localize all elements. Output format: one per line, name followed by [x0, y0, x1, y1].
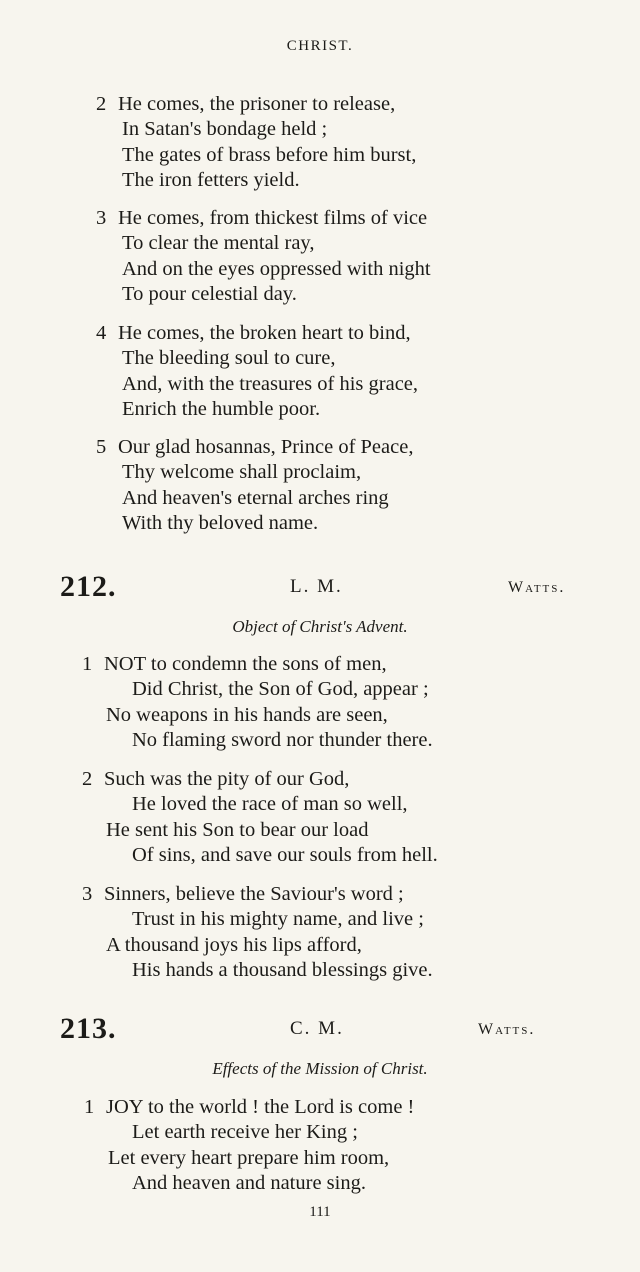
stanza-line: Thy welcome shall proclaim, — [122, 461, 362, 484]
hymn-213-header — [0, 1012, 640, 1046]
stanza-211-2 — [96, 92, 416, 193]
stanza-line: And on the eyes oppressed with night — [122, 257, 431, 280]
stanza-line: 2 He comes, the prisoner to release, — [96, 93, 396, 115]
stanza-line: In Satan's bondage held ; — [122, 118, 328, 141]
page-number: 111 — [309, 1204, 331, 1220]
running-head: CHRIST. — [286, 38, 354, 54]
stanza-line: And heaven and nature sing. — [132, 1171, 366, 1194]
stanza-line: 1 NOT to condemn the sons of men, — [82, 653, 387, 675]
stanza-line: And heaven's eternal arches ring — [122, 486, 389, 509]
stanza-213-1 — [84, 1095, 414, 1196]
stanza-line: 3 Sinners, believe the Saviour's word ; — [82, 883, 404, 905]
stanza-212-3 — [82, 882, 433, 983]
stanza-212-2 — [82, 767, 438, 868]
stanza-line: The gates of brass before him burst, — [122, 143, 417, 166]
stanza-line: Let earth receive her King ; — [132, 1121, 358, 1144]
hymn-number: 212. — [60, 570, 117, 603]
hymn-number: 213. — [60, 1012, 117, 1045]
hymn-212-title: Object of Christ's Advent. — [232, 617, 408, 636]
hymn-meter: L. M. — [290, 576, 343, 597]
stanza-line: Trust in his mighty name, and live ; — [132, 908, 424, 931]
stanza-line: A thousand joys his lips afford, — [106, 933, 362, 956]
stanza-line: Let every heart prepare him room, — [108, 1146, 390, 1169]
stanza-line: The iron fetters yield. — [122, 168, 300, 191]
stanza-line: To clear the mental ray, — [122, 232, 315, 255]
stanza-line: Of sins, and save our souls from hell. — [132, 843, 438, 866]
hymn-213-title: Effects of the Mission of Christ. — [212, 1059, 428, 1078]
stanza-line: He loved the race of man so well, — [132, 793, 408, 816]
stanza-line: No flaming sword nor thunder there. — [132, 728, 433, 751]
stanza-line: With thy beloved name. — [122, 511, 319, 534]
stanza-line: The bleeding soul to cure, — [122, 347, 336, 370]
stanza-line: And, with the treasures of his grace, — [122, 372, 419, 395]
stanza-212-1 — [82, 652, 433, 753]
stanza-line: 1 JOY to the world ! the Lord is come ! — [84, 1096, 415, 1118]
stanza-line: 2 Such was the pity of our God, — [82, 768, 350, 790]
stanza-211-5 — [96, 435, 413, 536]
stanza-line: 4 He comes, the broken heart to bind, — [96, 322, 411, 344]
stanza-line: He sent his Son to bear our load — [106, 818, 369, 841]
hymn-author: Watts. — [508, 579, 566, 596]
hymn-author: Watts. — [478, 1021, 536, 1038]
stanza-line: Did Christ, the Son of God, appear ; — [132, 678, 429, 701]
stanza-line: His hands a thousand blessings give. — [132, 958, 433, 981]
hymn-212-header — [0, 570, 640, 604]
stanza-line: Enrich the humble poor. — [122, 397, 321, 420]
stanza-211-3 — [96, 206, 431, 307]
stanza-line: 5 Our glad hosannas, Prince of Peace, — [96, 436, 414, 458]
stanza-line: To pour celestial day. — [122, 282, 297, 305]
stanza-line: No weapons in his hands are seen, — [106, 703, 388, 726]
stanza-line: 3 He comes, from thickest films of vice — [96, 207, 428, 229]
stanza-211-4 — [96, 321, 418, 422]
hymn-meter: C. M. — [290, 1018, 344, 1039]
